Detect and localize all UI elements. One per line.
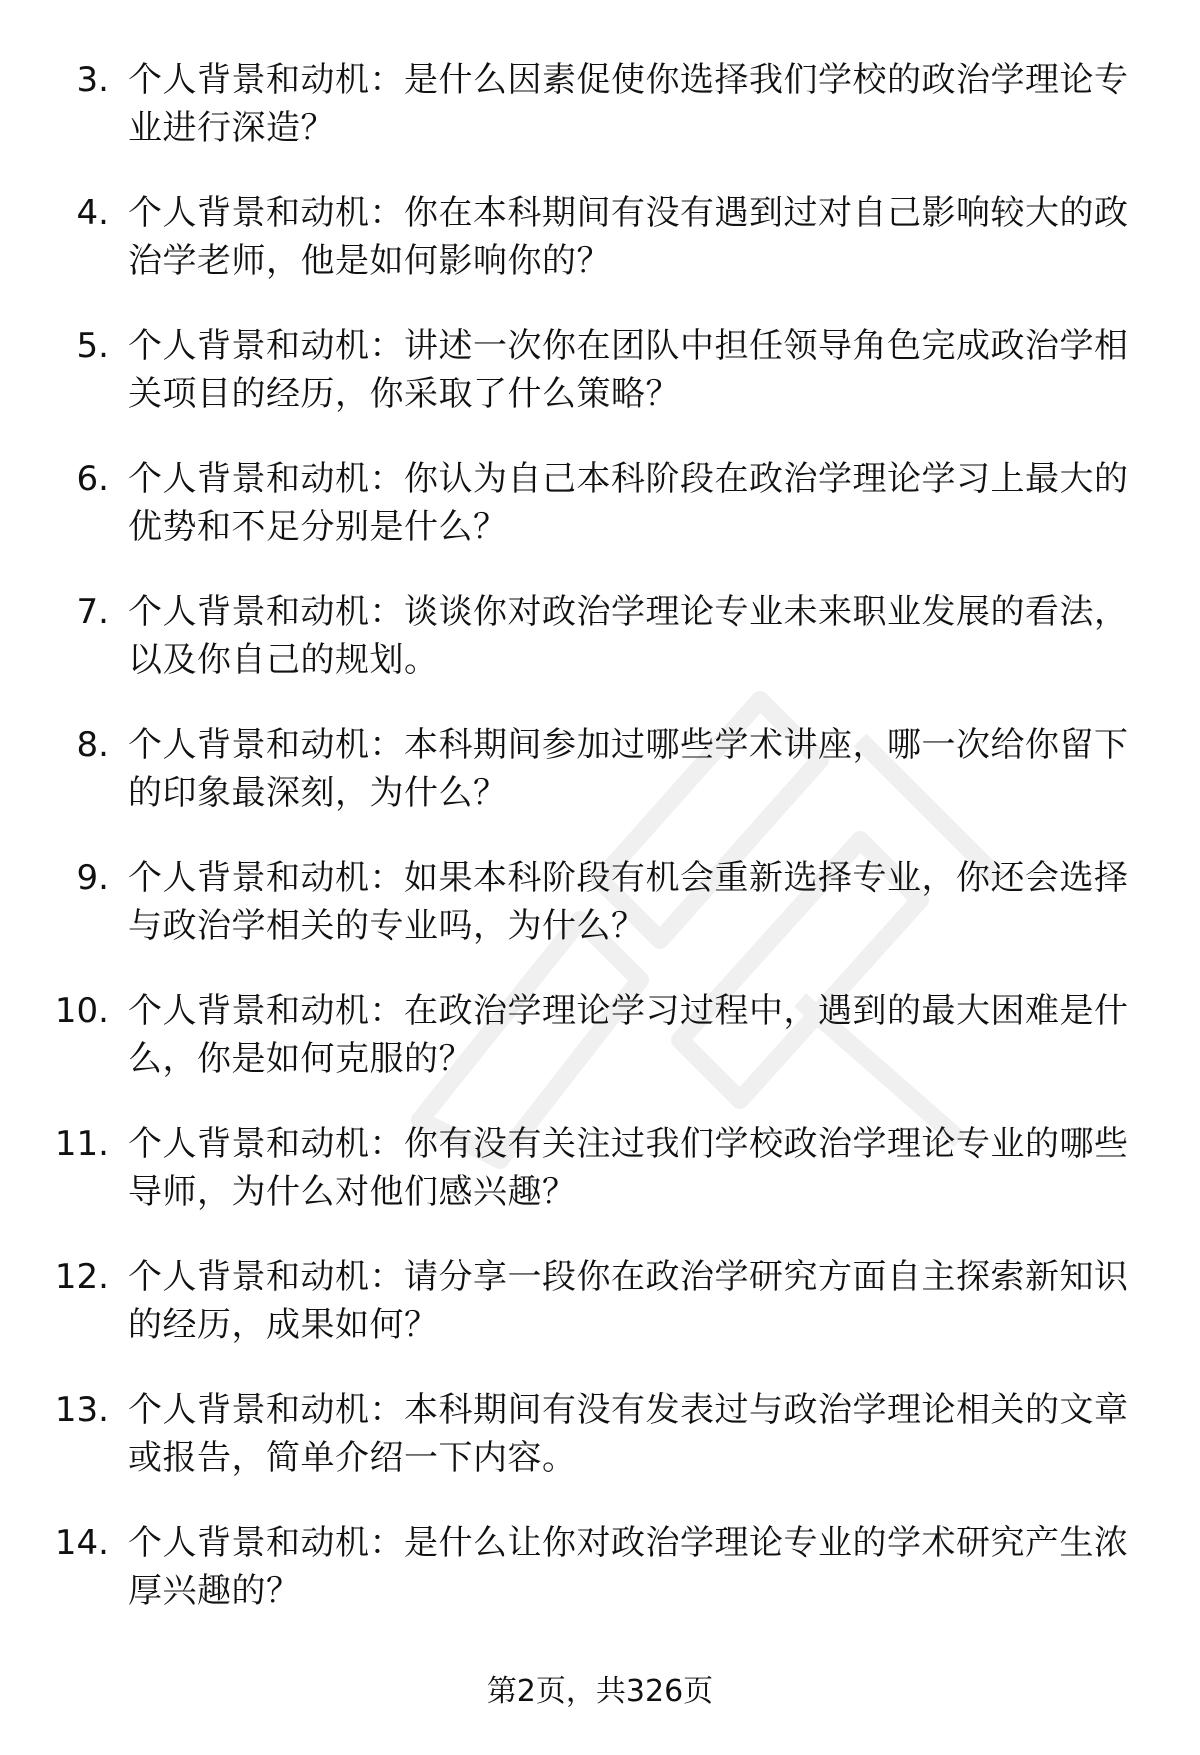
question-text: 个人背景和动机：你有没有关注过我们学校政治学理论专业的哪些导师，为什么对他们感兴趣？ [128,1124,1129,1212]
question-text: 个人背景和动机：在政治学理论学习过程中，遇到的最大困难是什么，你是如何克服的？ [128,991,1129,1079]
question-item [0,987,1200,1120]
question-list [0,56,1200,1652]
question-item [0,1253,1200,1386]
question-item [0,189,1200,322]
question-item [0,322,1200,455]
question-number: 8. [76,725,109,765]
question-number: 3. [76,60,109,100]
question-item [0,1120,1200,1253]
question-text: 个人背景和动机：本科期间有没有发表过与政治学理论相关的文章或报告，简单介绍一下内容。 [128,1390,1129,1478]
question-item [0,1386,1200,1519]
question-number: 12. [54,1257,109,1297]
question-text: 个人背景和动机：讲述一次你在团队中担任领导角色完成政治学相关项目的经历，你采取了什么策略？ [128,326,1129,414]
question-text: 个人背景和动机：请分享一段你在政治学研究方面自主探索新知识的经历，成果如何？ [128,1257,1129,1345]
question-text: 个人背景和动机：是什么因素促使你选择我们学校的政治学理论专业进行深造？ [128,60,1129,148]
question-number: 11. [54,1124,109,1164]
question-text: 个人背景和动机：本科期间参加过哪些学术讲座，哪一次给你留下的印象最深刻，为什么？ [128,725,1129,813]
question-item [0,854,1200,987]
question-item [0,455,1200,588]
question-number: 6. [76,459,109,499]
question-number: 14. [54,1523,109,1563]
question-item [0,588,1200,721]
question-text: 个人背景和动机：如果本科阶段有机会重新选择专业，你还会选择与政治学相关的专业吗，为什么？ [128,858,1129,946]
question-item [0,56,1200,189]
question-text: 个人背景和动机：谈谈你对政治学理论专业未来职业发展的看法，以及你自己的规划。 [128,592,1129,680]
question-number: 5. [76,326,109,366]
page-footer: 第2页，共326页 [486,1674,714,1709]
question-item [0,1519,1200,1652]
question-text: 个人背景和动机：你在本科期间有没有遇到过对自己影响较大的政治学老师，他是如何影响你的？ [128,193,1129,281]
question-number: 10. [54,991,109,1031]
question-text: 个人背景和动机：是什么让你对政治学理论专业的学术研究产生浓厚兴趣的？ [128,1523,1129,1611]
question-number: 7. [76,592,109,632]
question-number: 4. [76,193,109,233]
question-number: 9. [76,858,109,898]
question-text: 个人背景和动机：你认为自己本科阶段在政治学理论学习上最大的优势和不足分别是什么？ [128,459,1129,547]
question-item [0,721,1200,854]
question-number: 13. [54,1390,109,1430]
